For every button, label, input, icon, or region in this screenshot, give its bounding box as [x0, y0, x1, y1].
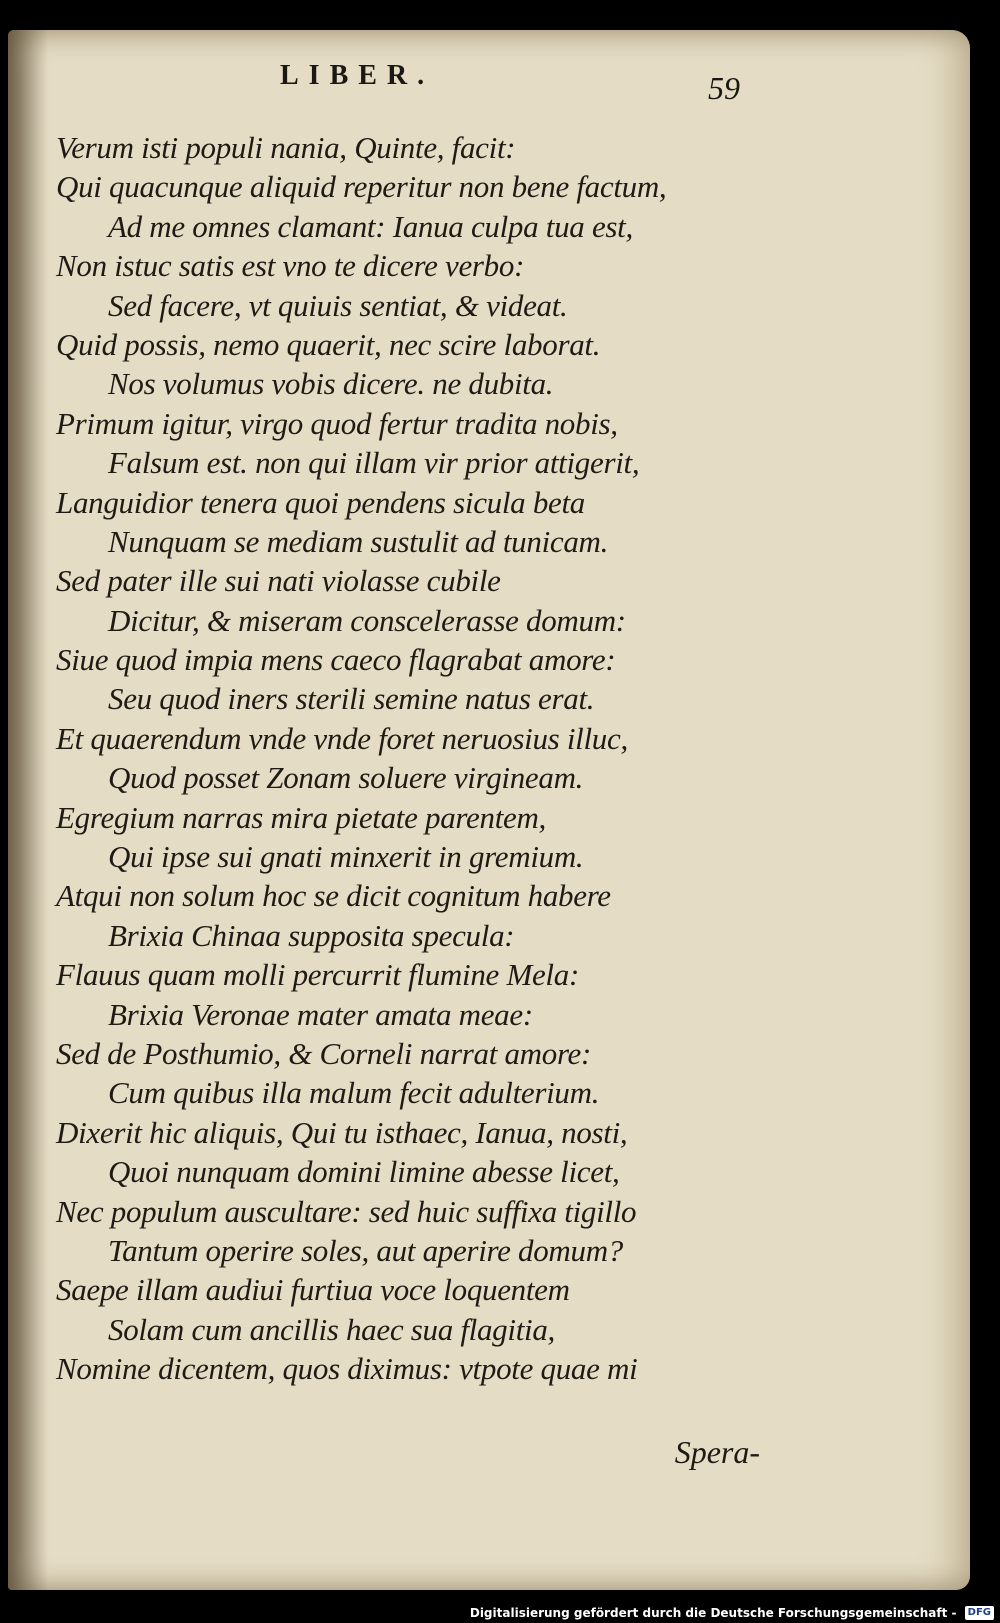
verse-line: Siue quod impia mens caeco flagrabat amore: — [56, 642, 616, 678]
verse-line: Sed de Posthumio, & Corneli narrat amore: — [56, 1035, 592, 1071]
verse-line: Qui quacunque aliquid reperitur non bene factum, — [56, 169, 667, 205]
verse-line: Nunquam se mediam sustulit ad tunicam. — [108, 523, 609, 559]
verse-line: Sed facere, vt quiuis sentiat, & videat. — [108, 287, 568, 323]
verse-line: Dicitur, & miseram conscelerasse domum: — [108, 602, 626, 638]
verse-line: Atqui non solum hoc se dicit cognitum habere — [56, 878, 611, 914]
verse-line: Brixia Chinaa supposita specula: — [108, 917, 515, 953]
verse-line: Egregium narras mira pietate parentem, — [56, 799, 547, 835]
verse-line: Verum isti populi nania, Quinte, facit: — [56, 130, 516, 165]
verse-line: Dixerit hic aliquis, Qui tu isthaec, Ianua, nosti, — [56, 1114, 628, 1150]
verse-line: Nos volumus vobis dicere. ne dubita. — [108, 366, 554, 402]
page-number: 59 — [708, 70, 740, 106]
footer-credit — [470, 1606, 994, 1621]
page-header — [8, 60, 970, 106]
digitization-footer — [0, 1601, 1000, 1623]
verse-line: Languidior tenera quoi pendens sicula beta — [56, 484, 585, 520]
verse-line: Quoi nunquam domini limine abesse licet, — [108, 1154, 620, 1190]
verse-line: Seu quod iners sterili semine natus erat. — [108, 681, 595, 717]
verse-line: Falsum est. non qui illam vir prior attigerit, — [108, 445, 640, 481]
verse-line: Quod posset Zonam soluere virgineam. — [108, 760, 584, 796]
verse-line: Sed pater ille sui nati violasse cubile — [56, 563, 501, 599]
catchword: Spera- — [674, 1434, 760, 1470]
verse-line: Non istuc satis est vno te dicere verbo: — [56, 248, 525, 284]
verse-line: Nomine dicentem, quos diximus: vtpote quae mi — [56, 1351, 638, 1387]
verse-line: Quid possis, nemo quaerit, nec scire laborat. — [56, 326, 601, 362]
verse-line: Primum igitur, virgo quod fertur tradita nobis, — [56, 405, 618, 441]
running-head: LIBER. — [280, 60, 435, 91]
verse-line: Cum quibus illa malum fecit adulterium. — [108, 1075, 600, 1111]
verse-line: Solam cum ancillis haec sua flagitia, — [108, 1311, 555, 1347]
book-page — [8, 30, 970, 1590]
verse-line: Saepe illam audiui furtiua voce loquentem — [56, 1272, 570, 1308]
footer-credit-text: Digitalisierung gefördert durch die Deutsche Forschungsgemeinschaft - — [469, 1605, 957, 1620]
verse-line: Et quaerendum vnde vnde foret neruosius illuc, — [56, 720, 628, 756]
verse-line: Brixia Veronae mater amata meae: — [108, 996, 533, 1032]
verse-line: Flauus quam molli percurrit flumine Mela: — [56, 957, 579, 993]
verse-line: Qui ipse sui gnati minxerit in gremium. — [108, 839, 584, 875]
verse-line: Ad me omnes clamant: Ianua culpa tua est, — [108, 208, 633, 244]
verse-line: Tantum operire soles, aut aperire domum? — [108, 1232, 624, 1268]
verse-line: Nec populum auscultare: sed huic suffixa tigillo — [56, 1193, 637, 1229]
verse-block — [56, 128, 876, 1389]
dfg-logo-icon: DFG — [965, 1606, 994, 1620]
